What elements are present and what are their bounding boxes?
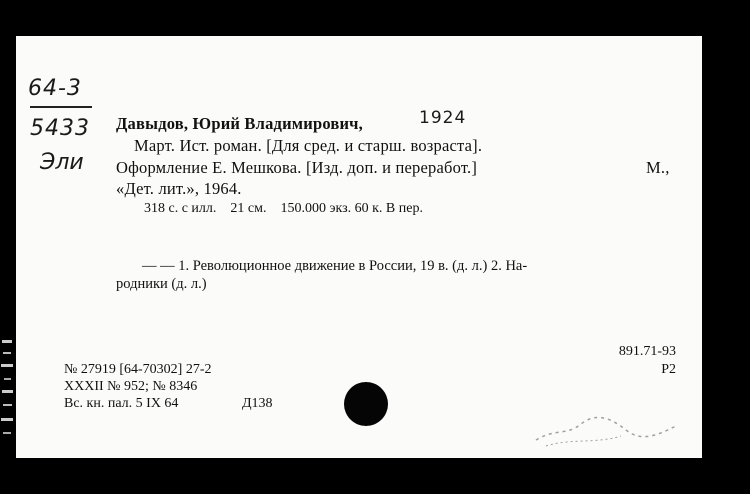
subjects-line-1: — — 1. Революционное движение в России, 19 в. (д. л.) 2. На- bbox=[142, 258, 528, 274]
faint-stamp-mark bbox=[526, 406, 686, 450]
handwritten-code-number: 5433 bbox=[30, 116, 90, 141]
registry-line-1: № 27919 [64-70302] 27-2 bbox=[64, 362, 212, 377]
illustrator-line: Оформление Е. Мешкова. [Изд. доп. и переработ.] bbox=[116, 158, 478, 177]
handwritten-code-top: 64-3 bbox=[28, 76, 82, 101]
registry-line-2: XXXII № 952; № 8346 bbox=[64, 379, 198, 394]
catalog-card bbox=[16, 36, 702, 458]
author-name: Давыдов, Юрий Владимирович, bbox=[116, 114, 364, 133]
classification-mark: Р2 bbox=[661, 362, 676, 377]
handwritten-underline bbox=[30, 106, 92, 108]
subjects-line-2: родники (д. л.) bbox=[116, 276, 207, 292]
publisher-line: «Дет. лит.», 1964. bbox=[116, 179, 242, 198]
classification-code: 891.71-93 bbox=[618, 344, 676, 359]
registry-line-3: Вс. кн. пал. 5 IX 64 bbox=[64, 396, 179, 411]
handwritten-birth-year: 1924 bbox=[419, 108, 467, 128]
publication-place: М., bbox=[646, 158, 670, 177]
punch-hole bbox=[344, 382, 388, 426]
handwritten-code-abbrev: Эли bbox=[40, 150, 84, 175]
collation-line: 318 с. с илл. 21 см. 150.000 экз. 60 к. В пер. bbox=[144, 201, 423, 216]
registry-code: Д138 bbox=[242, 396, 273, 411]
title-line: Март. Ист. роман. [Для сред. и старш. возраста]. bbox=[134, 136, 483, 155]
scan-edge-marks bbox=[0, 330, 18, 460]
